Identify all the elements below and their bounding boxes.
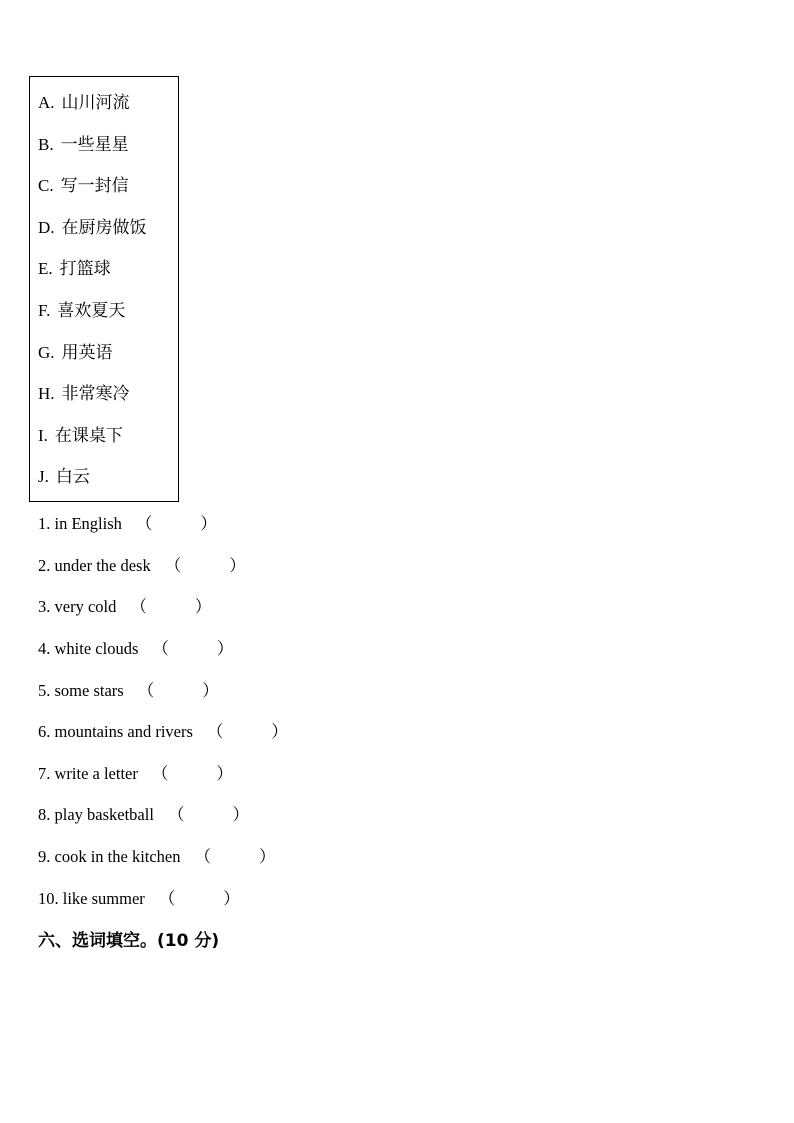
option-text: 在课桌下 xyxy=(54,426,123,445)
options-box xyxy=(29,76,179,502)
answer-open-paren: （ xyxy=(137,681,155,700)
question-6 xyxy=(38,722,288,742)
question-text: in English xyxy=(54,514,122,533)
question-number: 6. xyxy=(38,722,51,741)
option-e xyxy=(38,259,111,279)
question-number: 3. xyxy=(38,597,51,616)
question-1 xyxy=(38,514,217,534)
question-text: mountains and rivers xyxy=(54,722,193,741)
section-heading: 六、选词填空。(10 分) xyxy=(38,931,220,951)
option-text: 在厨房做饭 xyxy=(61,218,147,237)
option-b xyxy=(38,135,129,155)
option-a xyxy=(38,93,130,113)
option-text: 白云 xyxy=(55,467,90,486)
answer-open-paren: （ xyxy=(135,514,153,533)
question-number: 8. xyxy=(38,805,51,824)
question-8 xyxy=(38,805,249,825)
option-letter: G. xyxy=(38,343,55,362)
option-text: 山川河流 xyxy=(61,93,130,112)
question-number: 10. xyxy=(38,889,59,908)
answer-open-paren: （ xyxy=(164,556,182,575)
question-text: like summer xyxy=(62,889,145,908)
question-text: write a letter xyxy=(54,764,138,783)
answer-open-paren: （ xyxy=(130,597,147,616)
question-number: 9. xyxy=(38,847,51,866)
question-4 xyxy=(38,639,233,659)
option-i xyxy=(38,426,123,446)
answer-close-paren: ） xyxy=(271,722,288,741)
option-letter: H. xyxy=(38,384,55,403)
answer-close-paren: ） xyxy=(194,597,212,616)
answer-close-paren: ） xyxy=(202,681,219,700)
answer-close-paren: ） xyxy=(216,639,234,658)
question-number: 1. xyxy=(38,514,51,533)
question-number: 5. xyxy=(38,681,51,700)
answer-close-paren: ） xyxy=(229,556,246,575)
answer-open-paren: （ xyxy=(206,722,224,741)
answer-close-paren: ） xyxy=(216,764,233,783)
answer-close-paren: ） xyxy=(200,514,217,533)
answer-open-paren: （ xyxy=(152,639,169,658)
option-h xyxy=(38,384,130,404)
option-letter: D. xyxy=(38,218,55,237)
question-7 xyxy=(38,764,233,784)
answer-open-paren: （ xyxy=(167,805,185,824)
option-text: 打篮球 xyxy=(59,259,111,278)
option-letter: C. xyxy=(38,176,54,195)
option-c xyxy=(38,176,129,196)
question-text: under the desk xyxy=(54,556,151,575)
option-text: 喜欢夏天 xyxy=(57,301,126,320)
option-letter: I. xyxy=(38,426,48,445)
option-letter: B. xyxy=(38,135,54,154)
option-j xyxy=(38,467,90,487)
option-letter: E. xyxy=(38,259,53,278)
answer-open-paren: （ xyxy=(151,764,169,783)
question-3 xyxy=(38,597,211,617)
option-letter: F. xyxy=(38,301,51,320)
question-text: very cold xyxy=(54,597,117,616)
option-g xyxy=(38,343,113,363)
question-text: some stars xyxy=(54,681,124,700)
option-letter: J. xyxy=(38,467,49,486)
question-number: 7. xyxy=(38,764,51,783)
question-9 xyxy=(38,847,276,867)
question-number: 4. xyxy=(38,639,51,658)
answer-close-paren: ） xyxy=(223,889,240,908)
option-d xyxy=(38,218,147,238)
question-10 xyxy=(38,889,240,909)
answer-open-paren: （ xyxy=(194,847,212,866)
option-text: 非常寒冷 xyxy=(61,384,130,403)
question-text: white clouds xyxy=(54,639,139,658)
answer-close-paren: ） xyxy=(232,805,249,824)
option-letter: A. xyxy=(38,93,55,112)
question-2 xyxy=(38,556,246,576)
option-f xyxy=(38,301,125,321)
answer-open-paren: （ xyxy=(158,889,176,908)
answer-close-paren: ） xyxy=(259,847,276,866)
option-text: 一些星星 xyxy=(60,135,129,154)
question-text: play basketball xyxy=(54,805,154,824)
option-text: 用英语 xyxy=(61,343,113,362)
option-text: 写一封信 xyxy=(60,176,129,195)
question-number: 2. xyxy=(38,556,51,575)
question-5 xyxy=(38,681,219,701)
question-text: cook in the kitchen xyxy=(54,847,181,866)
